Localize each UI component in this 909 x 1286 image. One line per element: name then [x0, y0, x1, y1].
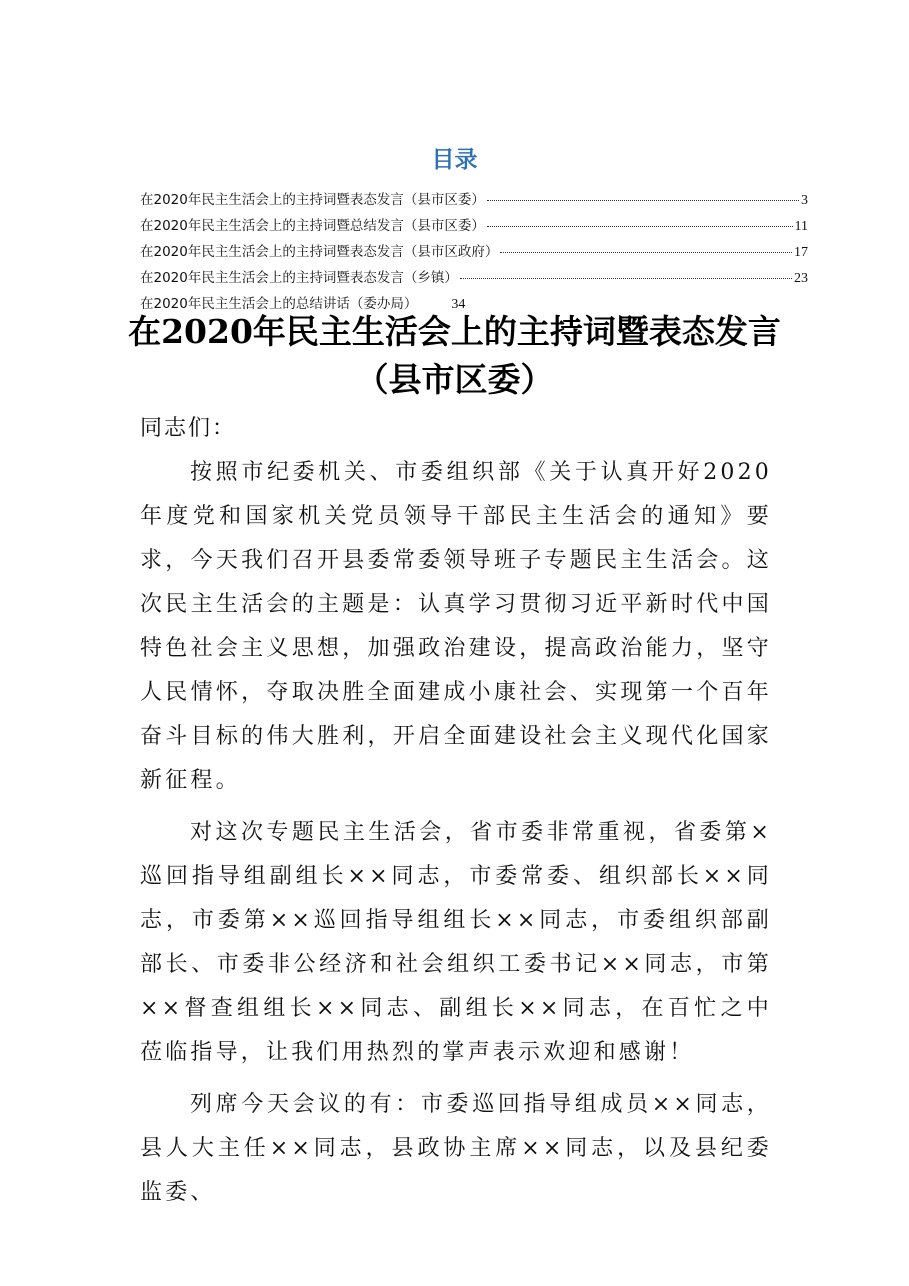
- body-paragraph: 按照市纪委机关、市委组织部《关于认真开好2020年度党和国家机关党员领导干部民主生活会的通知》要求，今天我们召开县委常委领导班子专题民主生活会。这次民主生活会的主题是：认真学习贯彻习近平新时代中国特色社会主义思想，加强政治建设，提高政治能力，坚守人民情怀，夺取决胜全面建成小康社会、实现第一个百年奋斗目标的伟大胜利，开启全面建设社会主义现代化国家新征程。: [140, 460, 772, 793]
- toc-entry-label: 在2020年民主生活会上的主持词暨表态发言（县市区政府）: [140, 244, 499, 260]
- document-title: 在2020年民主生活会上的主持词暨表态发言: [128, 312, 781, 351]
- toc-entry-label: 在2020年民主生活会上的总结讲话（委办局）: [140, 296, 418, 312]
- toc-entry[interactable]: [140, 240, 808, 266]
- toc-entry-label: 在2020年民主生活会上的主持词暨表态发言（县市区委）: [140, 192, 485, 208]
- toc-entry-page: 3: [801, 193, 808, 208]
- document-subtitle: （县市区委）: [355, 360, 554, 399]
- toc-leader-dots: [487, 199, 799, 201]
- toc-entry-label: 在2020年民主生活会上的主持词暨表态发言（乡镇）: [140, 270, 458, 286]
- document-body: [140, 407, 772, 1215]
- table-of-contents: [140, 188, 808, 318]
- toc-entry-page: 11: [794, 219, 808, 234]
- toc-leader-dots: [500, 251, 792, 253]
- greeting: 同志们：: [140, 416, 237, 441]
- toc-entry-label: 在2020年民主生活会上的主持词暨总结发言（县市区委）: [140, 218, 485, 234]
- toc-entry[interactable]: [140, 214, 808, 240]
- toc-entry-page: 17: [794, 245, 808, 260]
- toc-leader-dots: [487, 225, 793, 227]
- toc-entry[interactable]: [140, 266, 808, 292]
- body-paragraph: 列席今天会议的有：市委巡回指导组成员××同志，县人大主任××同志，县政协主席××同志，以及县纪委监委、: [140, 1092, 772, 1205]
- toc-entry[interactable]: [140, 188, 808, 214]
- toc-entry-page: 34: [451, 297, 466, 312]
- body-paragraph: 对这次专题民主生活会，省市委非常重视，省委第×巡回指导组副组长××同志，市委常委、组织部长××同志，市委第××巡回指导组组长××同志，市委组织部副部长、市委非公经济和社会组织工委书记××同志，市第××督查组组长××同志、副组长××同志，在百忙之中莅临指导，让我们用热烈的掌声表示欢迎和感谢！: [140, 820, 772, 1065]
- toc-leader-dots: [460, 277, 792, 279]
- toc-entry-page: 23: [794, 271, 808, 286]
- toc-title: 目录: [431, 147, 478, 173]
